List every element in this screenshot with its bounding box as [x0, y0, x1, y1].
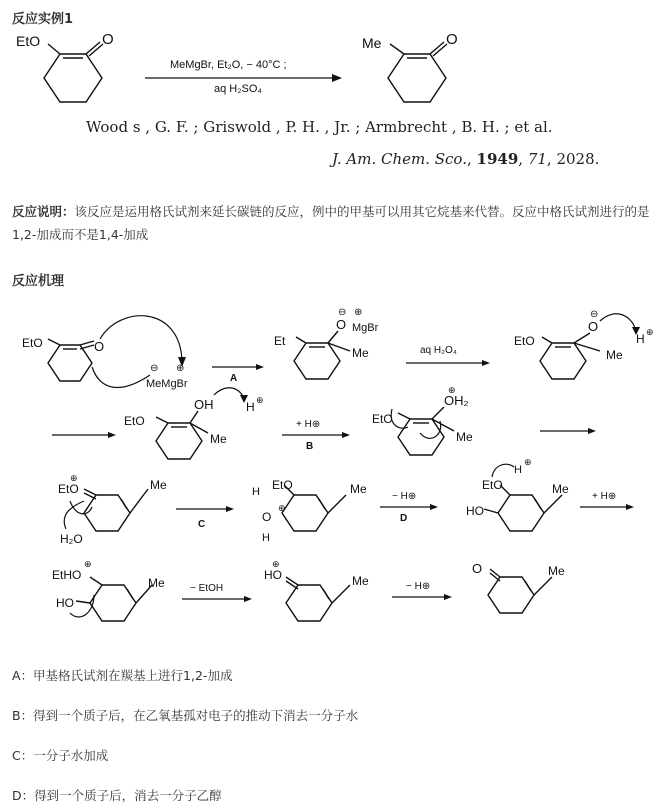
- m5-eto: EtO: [372, 412, 393, 426]
- step-b-reagent: + H⊕: [296, 419, 321, 430]
- m4-h: H: [246, 400, 255, 414]
- m7-h-top: H: [252, 486, 260, 498]
- mechanism-scheme: [0, 295, 666, 650]
- row3-tail-arrow: [580, 491, 634, 510]
- legend-item-d: D：得到一个质子后，消去一分子乙醇: [12, 788, 222, 803]
- explanation-text: 该反应是运用格氏试剂来延长碳链的反应，例中的甲基可以用其它烷基来代替。反应中格氏试剂进行的是1,2-加成而不是1,4-加成: [12, 204, 650, 242]
- example-heading: 反应实例1: [12, 12, 74, 27]
- m10-ho: HO: [264, 568, 282, 582]
- m9-etho: EtHO: [52, 568, 82, 582]
- step-c-arrow: [176, 506, 234, 530]
- reference-journal: J. Am. Chem. Sco.: [332, 150, 467, 168]
- step-d-reagent: − H⊕: [392, 491, 417, 502]
- legend-item-a: A：甲基格氏试剂在羰基上进行1,2-加成: [12, 668, 233, 683]
- m10-plus: ⊕: [272, 559, 280, 569]
- reference-page: 2028.: [556, 150, 600, 168]
- m4-me: Me: [210, 432, 227, 446]
- mechanism-heading: 反应机理: [12, 274, 65, 289]
- reagent-top-label: MeMgBr, Et₂O, − 40°C ;: [170, 59, 287, 71]
- acid-workup-label: aq H₂O₄: [420, 345, 457, 356]
- reaction-arrow: [145, 59, 342, 95]
- m6-plus: ⊕: [70, 473, 78, 483]
- minus-etoh-label: − EtOH: [190, 583, 224, 594]
- step-a-label: A: [230, 373, 238, 384]
- product-o-label: O: [446, 31, 458, 48]
- product-me-label: Me: [362, 35, 382, 51]
- m2-et: Et: [274, 334, 286, 348]
- m3-minus: ⊖: [590, 309, 599, 320]
- mech-oxonium: [372, 385, 473, 455]
- mech-final-product: [472, 561, 565, 613]
- step-d-label: D: [400, 513, 408, 524]
- explanation-label: 反应说明：: [12, 204, 75, 219]
- row2-lead-arrow: [52, 432, 116, 438]
- mech-tertiary-alcohol: [124, 388, 264, 459]
- m8-plus: ⊕: [524, 457, 532, 467]
- m7-o: O: [262, 510, 272, 524]
- m1-minus: ⊖: [150, 363, 159, 374]
- substrate-eto-label: EtO: [16, 33, 41, 49]
- m9-me: Me: [148, 576, 165, 590]
- reference-citation: J. Am. Chem. Sco., 1949, 71, 2028.: [332, 150, 600, 168]
- substrate-o-label: O: [102, 31, 114, 48]
- minus-etoh-arrow: [182, 583, 252, 602]
- m7-h-bottom: H: [262, 532, 270, 544]
- m2-o: O: [336, 317, 347, 332]
- m3-eto: EtO: [514, 334, 535, 348]
- m6-eto: EtO: [58, 482, 79, 496]
- m1-plus: ⊕: [176, 363, 185, 374]
- m8-h: H: [514, 464, 522, 476]
- m4-oh: OH: [194, 397, 214, 412]
- m9-ho: HO: [56, 596, 74, 610]
- mech-hemiacetal-oxonium: [252, 478, 367, 544]
- row3-tail-reagent: + H⊕: [592, 491, 617, 502]
- m2-plus: ⊕: [354, 307, 363, 318]
- reference-year: 1949: [476, 150, 519, 168]
- m3-plus: ⊕: [646, 327, 654, 337]
- reference-authors: Wood s , G. F. ; Griswold , P. H. , Jr. ; Armbrecht , B. H. ; et al.: [86, 118, 553, 136]
- mech-substrate: [22, 316, 188, 390]
- m6-me: Me: [150, 478, 167, 492]
- mech-enol-ether-alkoxide: [514, 309, 654, 379]
- m5-oh2: OH₂: [444, 393, 469, 408]
- m5-me: Me: [456, 430, 473, 444]
- m5-plus: ⊕: [448, 385, 456, 395]
- m4-plus: ⊕: [256, 395, 264, 405]
- step-b-label: B: [306, 441, 314, 452]
- m10-me: Me: [352, 574, 369, 588]
- m7-me: Me: [350, 482, 367, 496]
- m6-h2o: H₂O: [60, 532, 83, 546]
- m11-me: Me: [548, 564, 565, 578]
- substrate-molecule: [16, 31, 114, 102]
- m2-mgbr: MgBr: [352, 322, 379, 334]
- m2-me: Me: [352, 346, 369, 360]
- step-c-label: C: [198, 519, 206, 530]
- mech-oxocarbenium: [58, 473, 167, 546]
- m8-me: Me: [552, 482, 569, 496]
- mech-protonated-hemiacetal: [52, 559, 165, 621]
- step-b-arrow: [282, 419, 350, 452]
- step-a-arrow: [212, 364, 264, 384]
- m8-ho: HO: [466, 504, 484, 518]
- final-deprotonation-arrow: [392, 581, 452, 600]
- m4-eto: EtO: [124, 414, 145, 428]
- step-d-arrow: [380, 491, 438, 524]
- m7-plus: ⊕: [278, 503, 286, 513]
- acid-workup-arrow: [406, 345, 490, 366]
- legend-item-b: B：得到一个质子后，在乙氧基孤对电子的推动下消去一分子水: [12, 708, 359, 723]
- final-deprotonation-label: − H⊕: [406, 581, 431, 592]
- legend-item-c: C：一分子水加成: [12, 748, 109, 763]
- m3-o: O: [588, 319, 599, 334]
- mech-protonated-enone: [264, 559, 369, 621]
- m1-eto: EtO: [22, 336, 43, 350]
- product-molecule: [362, 31, 458, 102]
- reference-volume: 71: [527, 150, 547, 168]
- mech-hemiacetal: [466, 457, 569, 531]
- m11-o: O: [472, 561, 483, 576]
- m8-eto: EtO: [482, 478, 503, 492]
- m7-eto: EtO: [272, 478, 293, 492]
- m3-me: Me: [606, 348, 623, 362]
- m3-h: H: [636, 332, 645, 346]
- mech-alkoxide: [274, 307, 379, 379]
- reagent-bottom-label: aq H₂SO₄: [214, 83, 262, 95]
- m1-memgbr: MeMgBr: [146, 378, 188, 390]
- m2-minus: ⊖: [338, 307, 347, 318]
- m9-plus: ⊕: [84, 559, 92, 569]
- row2-tail-arrow: [540, 428, 596, 434]
- m1-o: O: [94, 339, 105, 354]
- explanation-paragraph: [12, 200, 652, 246]
